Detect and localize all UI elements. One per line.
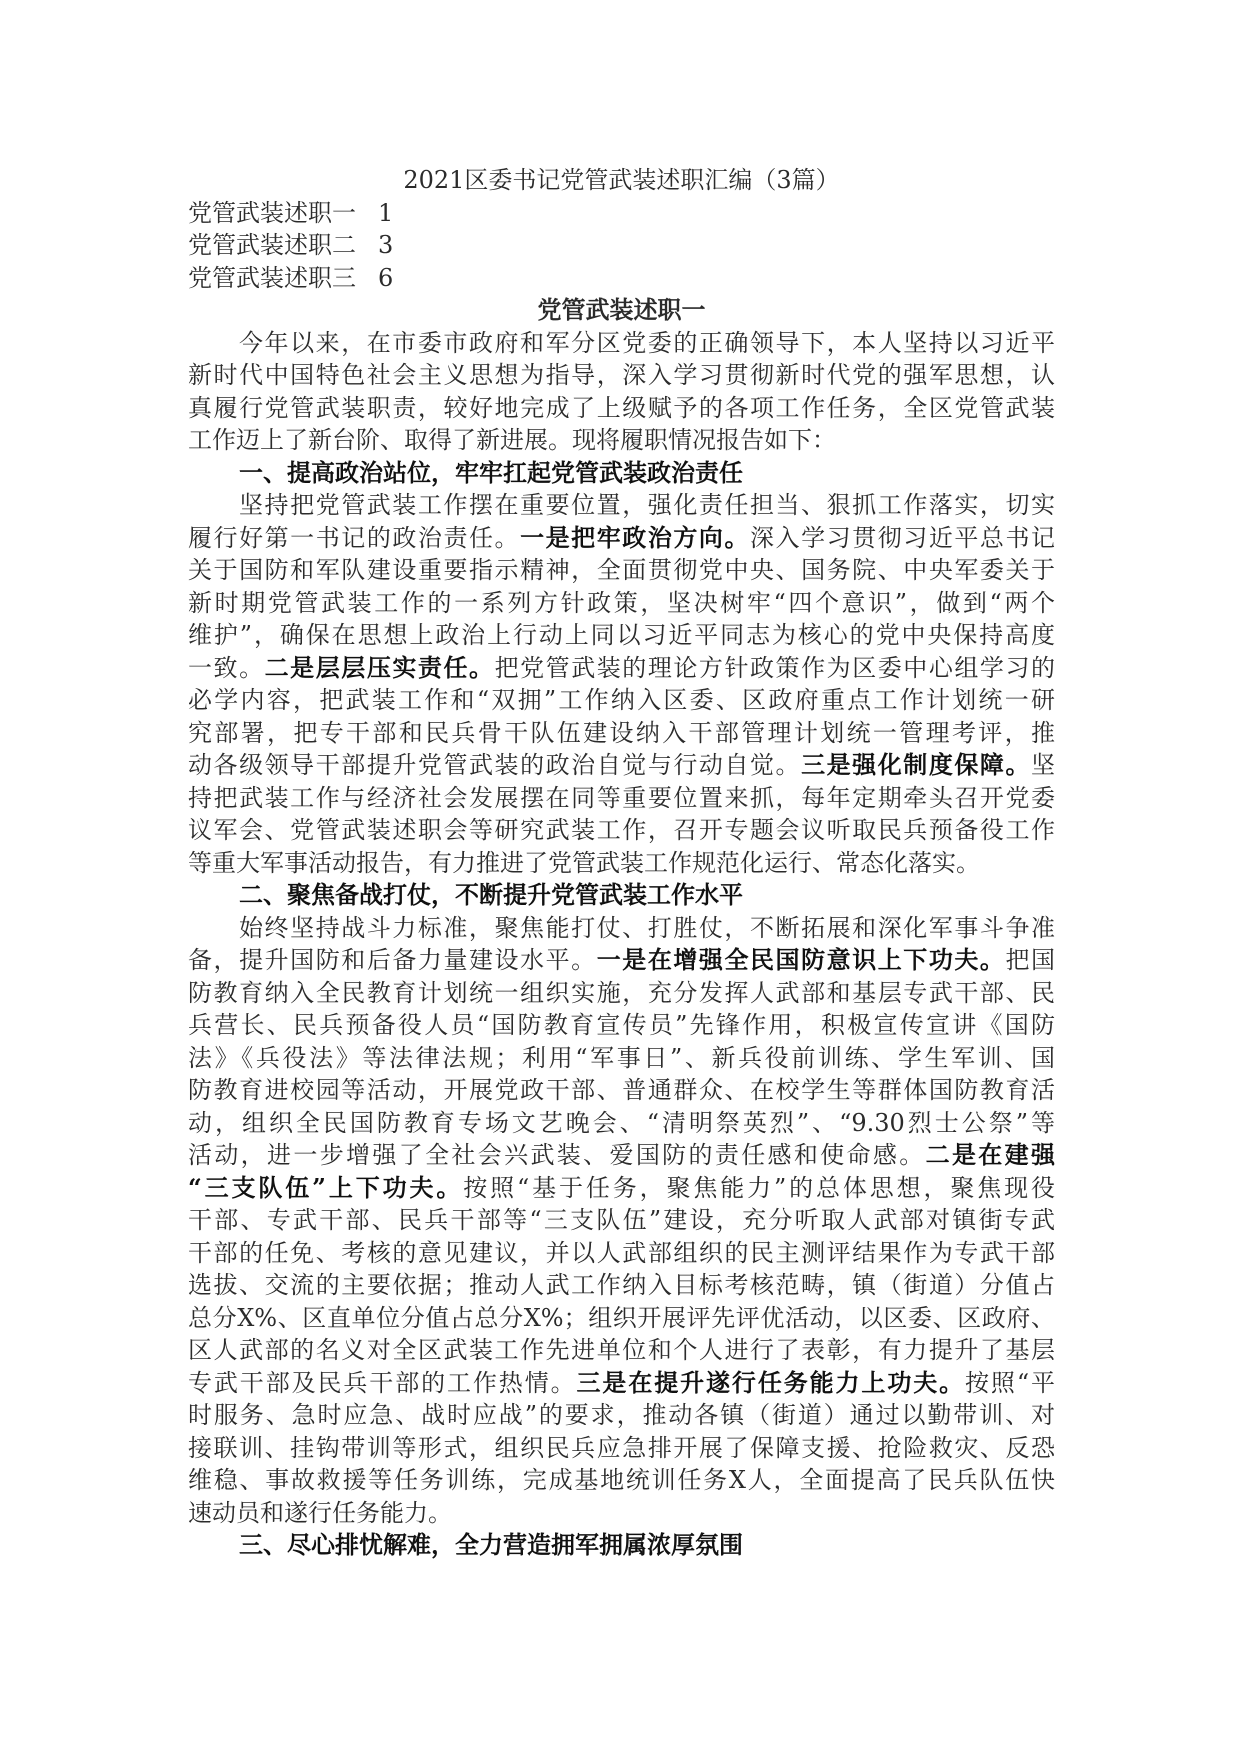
- text-run: 工作迈上了新台阶、取得了新进展。现将履职情况报告如下：: [188, 426, 836, 454]
- text-run: 把党管武装的理论方针政策作为区委中心组学习的: [494, 653, 1055, 682]
- toc-page: 3: [378, 231, 394, 259]
- text-run: 接联训、挂钩带训等形式，组织民兵应急排开展了保障支援、抢险救灾、反恐: [188, 1433, 1055, 1462]
- text-run: 总分X%、区直单位分值占总分X%；组织开展评先评优活动，以区委、区政府、: [188, 1303, 1055, 1332]
- text-run: 维稳、事故救援等任务训练，完成基地统训任务X人，全面提高了民兵队伍快: [188, 1466, 1055, 1494]
- text-line: [188, 1529, 1055, 1562]
- text-run: 二、聚焦备战打仗，不断提升党管武装工作水平: [239, 880, 743, 909]
- text-line: [188, 554, 1055, 587]
- section-heading: [188, 879, 1055, 912]
- text-line: [188, 1399, 1055, 1432]
- text-line: [188, 424, 1055, 457]
- text-line: [188, 522, 1055, 555]
- text-line: [188, 1367, 1055, 1400]
- text-run: 法》《兵役法》等法律法规；利用“军事日”、新兵役前训练、学生军训、国: [188, 1043, 1055, 1072]
- text-run: 始终坚持战斗力标准，聚焦能打仗、打胜仗，不断拓展和深化军事斗争准: [239, 913, 1055, 942]
- text-run: 三、尽心排忧解难，全力营造拥军拥属浓厚氛围: [239, 1530, 743, 1559]
- text-line: [188, 749, 1055, 782]
- text-run: 关于国防和军队建设重要指示精神，全面贯彻党中央、国务院、中央军委关于: [188, 556, 1055, 584]
- bold-text: 二是层层压实责任。: [264, 652, 495, 682]
- text-line: [188, 814, 1055, 847]
- text-run: 必学内容，把武装工作和“双拥”工作纳入区委、区政府重点工作计划统一研: [188, 686, 1055, 714]
- text-run: 活动，进一步增强了全社会兴武装、爱国防的责任感和使命感。: [188, 1141, 926, 1169]
- text-run: 按照“基于任务，聚焦能力”的总体思想，聚焦现役: [463, 1173, 1055, 1202]
- text-run: 防教育进校园等活动，开展党政干部、普通群众、在校学生等群体国防教育活: [188, 1076, 1055, 1104]
- text-line: [188, 392, 1055, 425]
- text-line: [188, 1464, 1055, 1497]
- text-run: 动，组织全民国防教育专场文艺晚会、“清明祭英烈”、“9.30烈士公祭”等: [188, 1108, 1055, 1137]
- text-run: 兵营长、民兵预备役人员“国防教育宣传员”先锋作用，积极宣传宣讲《国防: [188, 1011, 1055, 1039]
- text-line: [188, 1432, 1055, 1465]
- text-run: 干部的任免、考核的意见建议，并以人武部组织的民主测评结果作为专武干部: [188, 1238, 1055, 1267]
- text-line: [188, 1107, 1055, 1140]
- text-run: 干部、专武干部、民兵干部等“三支队伍”建设，充分听取人武部对镇街专武: [188, 1206, 1055, 1234]
- text-line: [188, 1074, 1055, 1107]
- text-run: 履行好第一书记的政治责任。: [188, 523, 521, 552]
- text-run: 速动员和遂行任务能力。: [188, 1498, 452, 1527]
- text-run: 议军会、党管武装述职会等研究武装工作，召开专题会议听取民兵预备役工作: [188, 816, 1055, 844]
- paragraph: [188, 489, 1055, 879]
- text-run: 一、提高政治站位，牢牢扛起党管武装政治责任: [239, 457, 743, 487]
- toc-page: 6: [378, 263, 394, 292]
- text-line: [188, 359, 1055, 392]
- text-line: [188, 879, 1055, 912]
- text-run: 究部署，把专干部和民兵骨干队伍建设纳入干部管理计划统一管理考评，推: [188, 718, 1055, 747]
- text-run: 新时期党管武装工作的一系列方针政策，坚决树牢“四个意识”，做到“两个: [188, 588, 1055, 617]
- text-run: 今年以来，在市委市政府和军分区党委的正确领导下，本人坚持以习近平: [239, 328, 1055, 357]
- text-line: [188, 782, 1055, 815]
- text-line: [188, 1334, 1055, 1367]
- toc-label: 党管武装述职一: [188, 198, 356, 227]
- text-line: [188, 1009, 1055, 1042]
- bold-text: “三支队伍”上下功夫。: [188, 1172, 464, 1202]
- paragraph: [188, 327, 1055, 457]
- text-run: 动各级领导干部提升党管武装的政治自觉与行动自觉。: [188, 751, 802, 779]
- text-run: 维护”，确保在思想上政治上行动上同以习近平同志为核心的党中央保持高度: [188, 621, 1055, 649]
- text-run: 坚持把党管武装工作摆在重要位置，强化责任担当、狠抓工作落实，切实: [239, 491, 1055, 519]
- text-run: 一致。: [188, 653, 265, 682]
- section-title: 党管武装述职一: [537, 295, 706, 324]
- text-line: [188, 327, 1055, 360]
- section-heading: [188, 1529, 1055, 1562]
- section-heading: [188, 457, 1055, 490]
- bold-text: 三是在提升遂行任务能力上功夫。: [576, 1367, 966, 1397]
- bold-text: 一是把牢政治方向。: [520, 522, 751, 552]
- text-run: 防教育纳入全民教育计划统一组织实施，充分发挥人武部和基层专武干部、民: [188, 978, 1055, 1007]
- text-line: [188, 1042, 1055, 1075]
- text-run: 把国: [1005, 946, 1055, 974]
- text-run: 深入学习贯彻习近平总书记: [750, 523, 1055, 552]
- text-line: [188, 489, 1055, 522]
- text-line: [188, 1269, 1055, 1302]
- text-run: 等重大军事活动报告，有力推进了党管武装工作规范化运行、常态化落实。: [188, 848, 980, 877]
- toc-page: 1: [378, 198, 394, 227]
- toc-label: 党管武装述职二: [188, 231, 356, 259]
- text-run: 真履行党管武装职责，较好地完成了上级赋予的各项工作任务，全区党管武装: [188, 393, 1055, 422]
- text-run: 坚: [1031, 751, 1055, 779]
- text-line: [188, 717, 1055, 750]
- document-page: [188, 164, 1055, 1562]
- text-line: [188, 847, 1055, 880]
- text-line: [188, 944, 1055, 977]
- text-line: [188, 912, 1055, 945]
- text-run: 按照“平: [965, 1368, 1055, 1397]
- bold-text: 一是在增强全民国防意识上下功夫。: [596, 945, 1006, 974]
- text-run: 持把武装工作与经济社会发展摆在同等重要位置来抓，每年定期牵头召开党委: [188, 783, 1055, 812]
- text-line: [188, 587, 1055, 620]
- text-line: [188, 1139, 1055, 1172]
- text-run: 区人武部的名义对全区武装工作先进单位和个人进行了表彰，有力提升了基层: [188, 1336, 1055, 1364]
- text-run: 专武干部及民兵干部的工作热情。: [188, 1368, 577, 1397]
- text-line: [188, 1497, 1055, 1530]
- paragraph: [188, 912, 1055, 1530]
- toc-item[interactable]: [188, 262, 1055, 295]
- text-line: [188, 684, 1055, 717]
- text-line: [188, 652, 1055, 685]
- text-line: [188, 457, 1055, 490]
- text-run: 备，提升国防和后备力量建设水平。: [188, 946, 597, 974]
- bold-text: 三是强化制度保障。: [801, 750, 1032, 779]
- bold-text: 二是在建强: [925, 1140, 1055, 1169]
- text-line: [188, 1237, 1055, 1270]
- text-line: [188, 977, 1055, 1010]
- text-run: 时服务、急时应急、战时应战”的要求，推动各镇（街道）通过以勤带训、对: [188, 1401, 1055, 1429]
- text-line: [188, 1204, 1055, 1237]
- toc-item[interactable]: [188, 197, 1055, 230]
- text-run: 新时代中国特色社会主义思想为指导，深入学习贯彻新时代党的强军思想，认: [188, 361, 1055, 389]
- toc-item[interactable]: [188, 229, 1055, 262]
- text-line: [188, 1172, 1055, 1205]
- text-line: [188, 1302, 1055, 1335]
- document-title: 2021区委书记党管武装述职汇编（3篇）: [403, 166, 840, 194]
- text-run: 选拔、交流的主要依据；推动人武工作纳入目标考核范畴，镇（街道）分值占: [188, 1271, 1055, 1299]
- text-line: [188, 619, 1055, 652]
- document-body: [188, 327, 1055, 1562]
- toc-label: 党管武装述职三: [188, 263, 356, 292]
